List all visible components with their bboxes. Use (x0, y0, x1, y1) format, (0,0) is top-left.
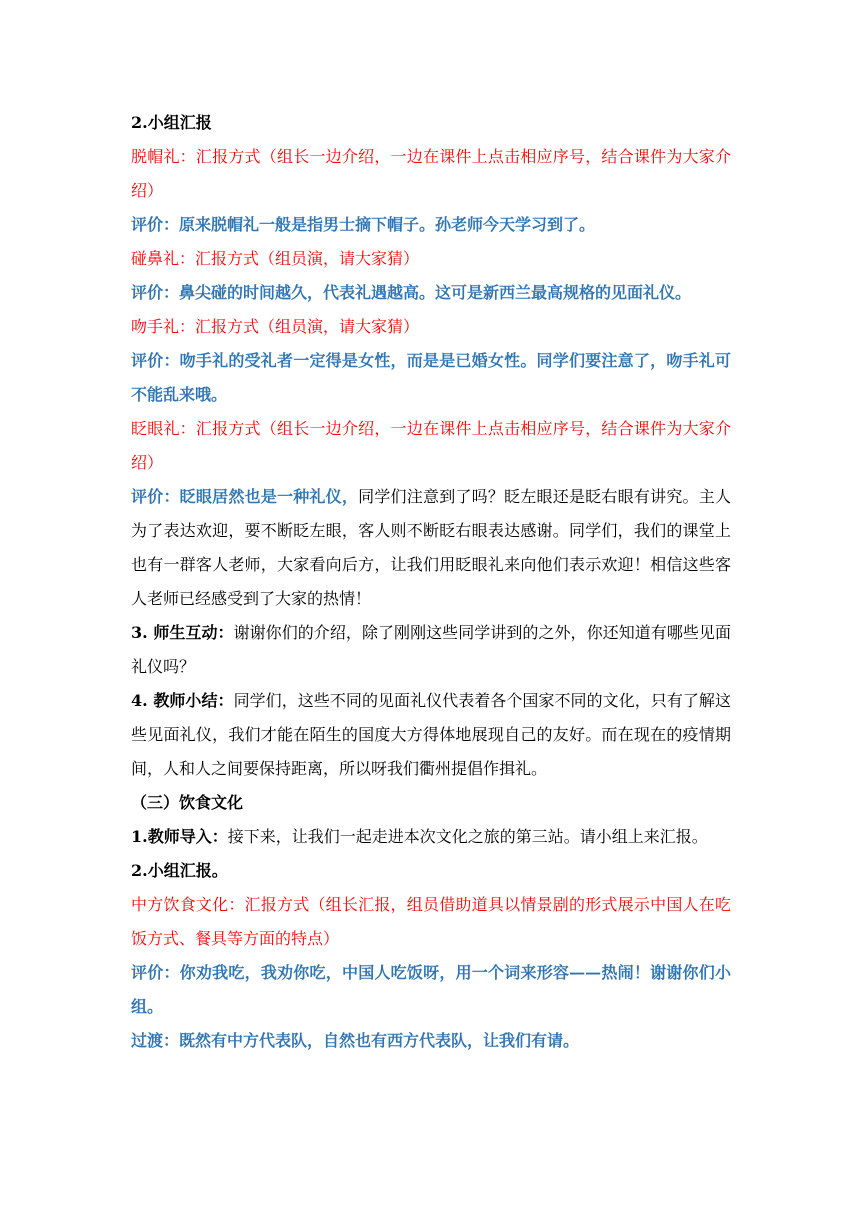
interaction-body: 谢谢你们的介绍，除了刚刚这些同学讲到的之外，你还知道有哪些见面礼仪吗？ (131, 623, 731, 676)
comment-chinese-food-culture: 评价：你劝我吃，我劝你吃，中国人吃饭呀，用一个词来形容——热闹！谢谢你们小组。 (131, 963, 731, 1016)
document-page (131, 106, 731, 1058)
section-heading-group-report: 2.小组汇报 (131, 113, 212, 132)
comment-wink-etiquette (131, 480, 731, 616)
teacher-introduction (131, 820, 731, 854)
comment-wink-body: 同学们注意到了吗？眨左眼还是眨右眼有讲究。主人为了表达欢迎，要不断眨左眼，客人则不断眨右眼表达感谢。同学们，我们的课堂上也有一群客人老师，大家看向后方，让我们用眨眼礼来向他们表示欢迎！相信这些客人老师已经感受到了大家的热情！ (131, 487, 731, 608)
summary-body: 同学们，这些不同的见面礼仪代表着各个国家不同的文化，只有了解这些见面礼仪，我们才能在陌生的国度大方得体地展现自己的友好。而在现在的疫情期间，人和人之间要保持距离，所以呀我们衢州提倡作揖礼。 (131, 691, 731, 778)
comment-wink-lead: 评价：眨眼居然也是一种礼仪， (131, 487, 359, 506)
introduction-body: 接下来，让我们一起走进本次文化之旅的第三站。请小组上来汇报。 (227, 827, 708, 846)
report-wink-etiquette: 眨眼礼：汇报方式（组长一边介绍，一边在课件上点击相应序号，结合课件为大家介绍） (131, 419, 731, 472)
section-heading-food-culture: （三）饮食文化 (131, 793, 244, 812)
report-chinese-food-culture: 中方饮食文化：汇报方式（组长汇报，组员借助道具以情景剧的形式展示中国人在吃饭方式、餐具等方面的特点） (131, 895, 731, 948)
teacher-summary (131, 684, 731, 786)
comment-hat-etiquette: 评价：原来脱帽礼一般是指男士摘下帽子。孙老师今天学习到了。 (131, 215, 596, 234)
report-nose-etiquette: 碰鼻礼：汇报方式（组员演，请大家猜） (131, 249, 420, 268)
comment-hand-kiss-etiquette: 评价：吻手礼的受礼者一定得是女性，而是是已婚女性。同学们要注意了，吻手礼可不能乱来哦。 (131, 351, 731, 404)
teacher-student-interaction (131, 616, 731, 684)
summary-lead: 4. 教师小结： (131, 691, 234, 710)
interaction-lead: 3. 师生互动： (131, 623, 234, 642)
report-hand-kiss-etiquette: 吻手礼：汇报方式（组员演，请大家猜） (131, 317, 420, 336)
report-hat-etiquette: 脱帽礼：汇报方式（组长一边介绍，一边在课件上点击相应序号，结合课件为大家介绍） (131, 147, 731, 200)
introduction-lead: 1.教师导入： (131, 827, 228, 846)
transition-text: 过渡：既然有中方代表队，自然也有西方代表队，让我们有请。 (131, 1031, 580, 1050)
section-heading-group-report-2: 2.小组汇报。 (131, 861, 228, 880)
comment-nose-etiquette: 评价：鼻尖碰的时间越久，代表礼遇越高。这可是新西兰最高规格的见面礼仪。 (131, 283, 692, 302)
